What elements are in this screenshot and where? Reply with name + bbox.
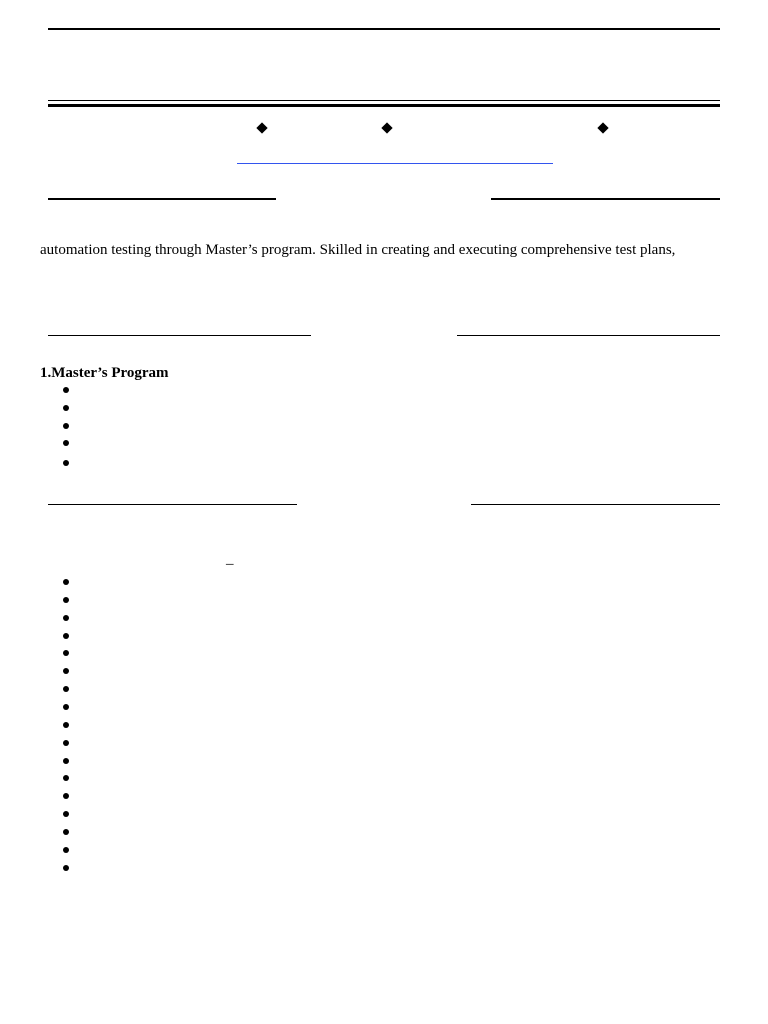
bullet-icon [63,597,69,603]
bullet-icon [63,793,69,799]
education-entry-title: 1.Master’s Program [40,365,169,381]
bullet-icon [63,686,69,692]
summary-text: automation testing through Master’s program. Skilled in creating and executing comprehensive test plans, [40,242,676,258]
experience-heading-rule-right [471,504,720,505]
bullet-icon [63,758,69,764]
header-double-rule-lower [48,104,720,107]
education-heading-rule-left [48,335,311,336]
summary-heading-rule-right [491,198,720,200]
bullet-icon [63,633,69,639]
bullet-icon [63,704,69,710]
bullet-icon [63,405,69,411]
bullet-icon [63,811,69,817]
bullet-icon [63,387,69,393]
bullet-icon [63,847,69,853]
bullet-icon [63,650,69,656]
diamond-separator-icon [597,122,608,133]
bullet-icon [63,775,69,781]
bullet-icon [63,460,69,466]
contact-link-underline[interactable] [237,163,553,164]
bullet-icon [63,440,69,446]
experience-heading-rule-left [48,504,297,505]
bullet-icon [63,615,69,621]
experience-dash: – [226,556,234,572]
diamond-separator-icon [381,122,392,133]
bullet-icon [63,722,69,728]
summary-heading-rule-left [48,198,276,200]
bullet-icon [63,668,69,674]
bullet-icon [63,423,69,429]
bullet-icon [63,579,69,585]
header-double-rule-upper [48,100,720,101]
diamond-separator-icon [256,122,267,133]
bullet-icon [63,740,69,746]
education-heading-rule-right [457,335,720,336]
header-top-rule [48,28,720,30]
bullet-icon [63,865,69,871]
bullet-icon [63,829,69,835]
